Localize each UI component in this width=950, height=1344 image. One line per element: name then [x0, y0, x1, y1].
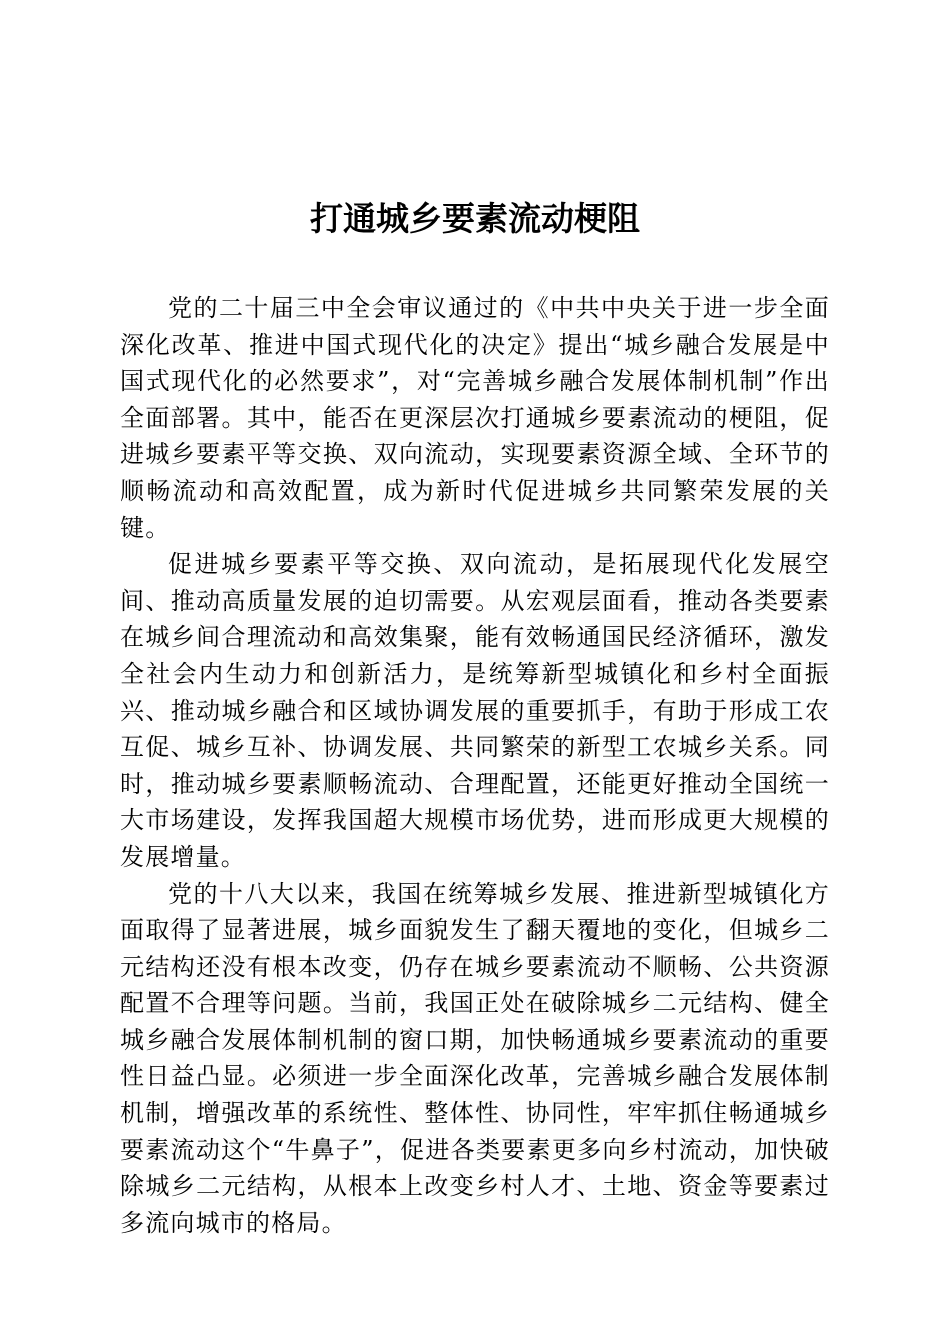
paragraph-2: 促进城乡要素平等交换、双向流动，是拓展现代化发展空间、推动高质量发展的迫切需要。从宏观层面看，推动各类要素在城乡间合理流动和高效集聚，能有效畅通国民经济循环，激发全社会内生动力和创新活力，是统筹新型城镇化和乡村全面振兴、推动城乡融合和区域协调发展的重要抓手，有助于形成工农互促、城乡互补、协调发展、共同繁荣的新型工农城乡关系。同时，推动城乡要素顺畅流动、合理配置，还能更好推动全国统一大市场建设，发挥我国超大规模市场优势，进而形成更大规模的发展增量。	[120, 550, 830, 871]
document-title: 打通城乡要素流动梗阻	[310, 199, 640, 238]
paragraph-1: 党的二十届三中全会审议通过的《中共中央关于进一步全面深化改革、推进中国式现代化的决定》提出“城乡融合发展是中国式现代化的必然要求”，对“完善城乡融合发展体制机制”作出全面部署。其中，能否在更深层次打通城乡要素流动的梗阻，促进城乡要素平等交换、双向流动，实现要素资源全域、全环节的顺畅流动和高效配置，成为新时代促进城乡共同繁荣发展的关键。	[120, 294, 830, 542]
document-body	[120, 290, 830, 1241]
paragraph-3: 党的十八大以来，我国在统筹城乡发展、推进新型城镇化方面取得了显著进展，城乡面貌发生了翻天覆地的变化，但城乡二元结构还没有根本改变，仍存在城乡要素流动不顺畅、公共资源配置不合理等问题。当前，我国正处在破除城乡二元结构、健全城乡融合发展体制机制的窗口期，加快畅通城乡要素流动的重要性日益凸显。必须进一步全面深化改革，完善城乡融合发展体制机制，增强改革的系统性、整体性、协同性，牢牢抓住畅通城乡要素流动这个“牛鼻子”，促进各类要素更多向乡村流动，加快破除城乡二元结构，从根本上改变乡村人才、土地、资金等要素过多流向城市的格局。	[120, 879, 830, 1237]
